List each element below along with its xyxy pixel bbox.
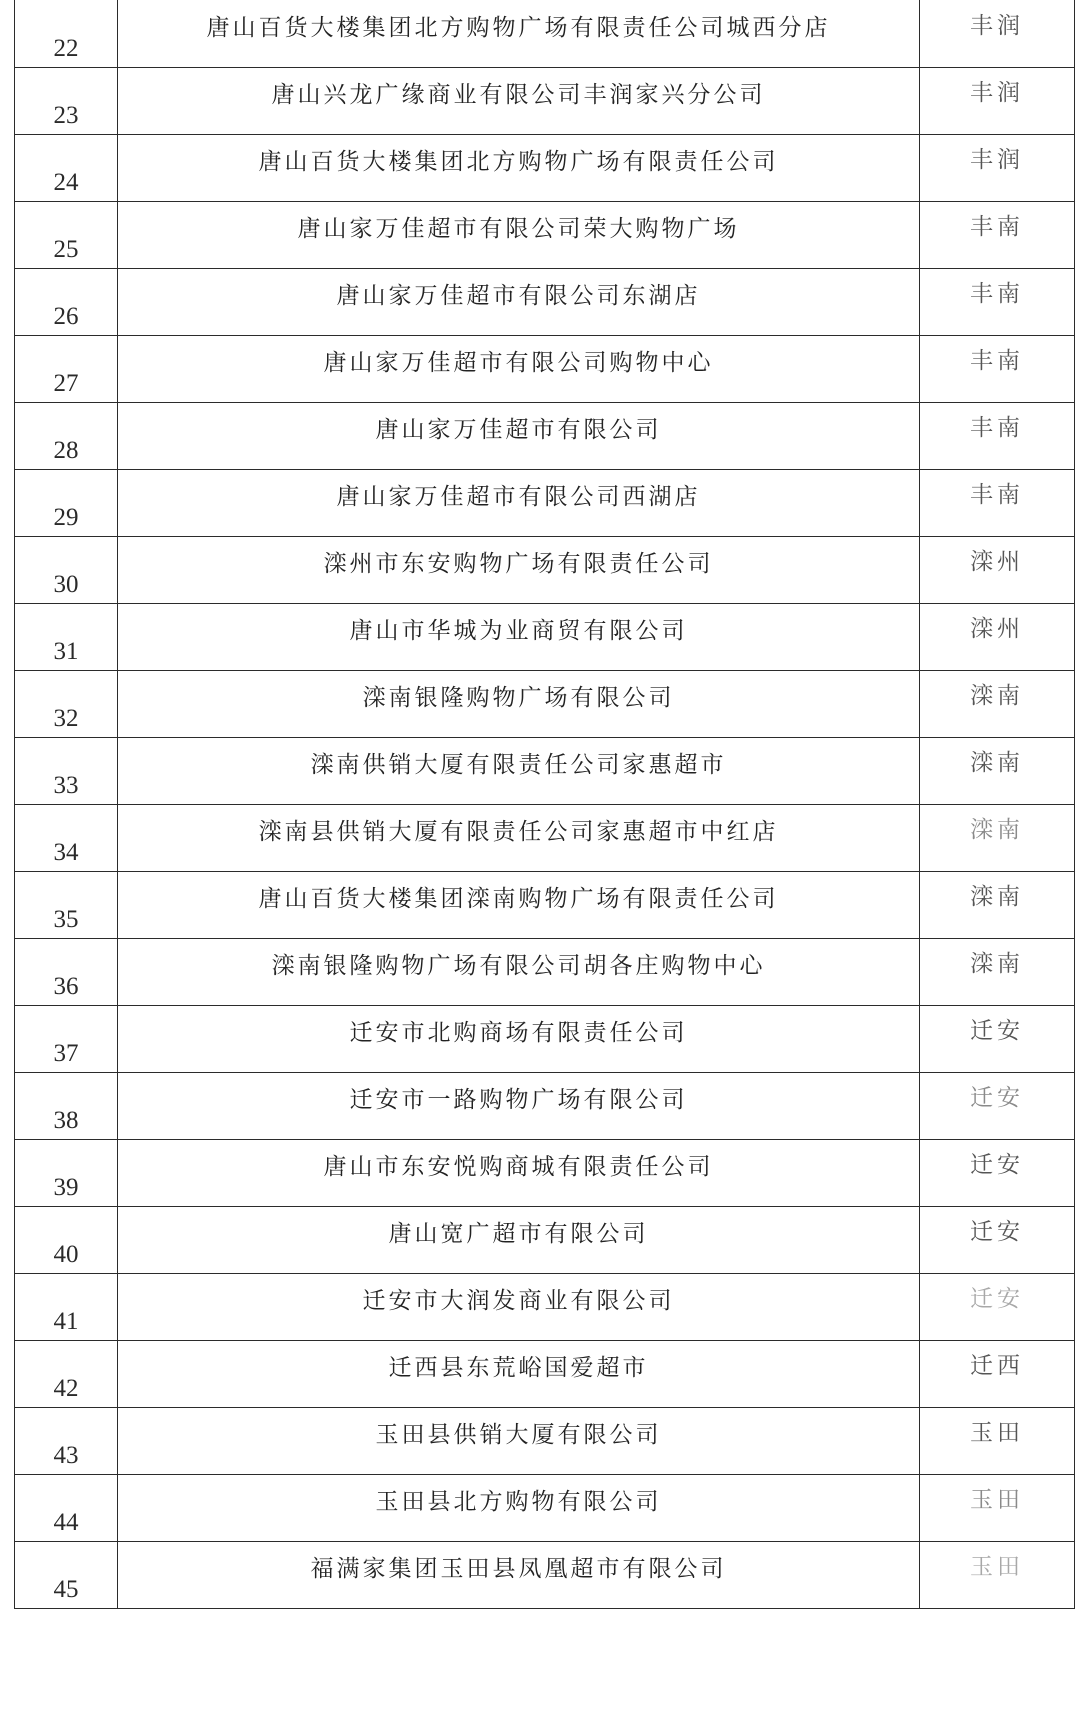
district-cell xyxy=(920,871,1075,938)
district: 丰南 xyxy=(970,415,1024,441)
district: 迁安 xyxy=(970,1018,1024,1044)
district-cell xyxy=(920,201,1075,268)
row-number: 38 xyxy=(15,1072,118,1139)
company-name-cell xyxy=(118,670,920,737)
row-number: 27 xyxy=(15,335,118,402)
row-number: 39 xyxy=(15,1139,118,1206)
company-name: 唐山百货大楼集团滦南购物广场有限责任公司 xyxy=(258,886,779,912)
district: 丰南 xyxy=(970,281,1024,307)
district-cell xyxy=(920,737,1075,804)
table-row xyxy=(15,1206,1075,1273)
district-cell xyxy=(920,536,1075,603)
district: 滦南 xyxy=(970,951,1024,977)
company-name: 迁安市大润发商业有限公司 xyxy=(362,1288,675,1314)
company-name: 唐山市东安悦购商城有限责任公司 xyxy=(323,1154,714,1180)
district: 玉田 xyxy=(970,1420,1024,1446)
district: 丰南 xyxy=(970,348,1024,374)
company-name: 唐山宽广超市有限公司 xyxy=(388,1221,649,1247)
district-cell xyxy=(920,469,1075,536)
table-row xyxy=(15,0,1075,67)
company-name: 滦南银隆购物广场有限公司 xyxy=(362,685,675,711)
store-list-table xyxy=(14,0,1075,1609)
row-number: 32 xyxy=(15,670,118,737)
district-cell xyxy=(920,402,1075,469)
company-name: 滦南银隆购物广场有限公司胡各庄购物中心 xyxy=(271,953,766,979)
company-name: 玉田县北方购物有限公司 xyxy=(375,1489,662,1515)
company-name: 迁安市一路购物广场有限公司 xyxy=(349,1087,688,1113)
company-name-cell xyxy=(118,134,920,201)
district: 滦州 xyxy=(970,616,1024,642)
company-name-cell xyxy=(118,402,920,469)
row-number: 24 xyxy=(15,134,118,201)
district: 滦南 xyxy=(970,884,1024,910)
company-name: 玉田县供销大厦有限公司 xyxy=(375,1422,662,1448)
row-number: 23 xyxy=(15,67,118,134)
district: 丰南 xyxy=(970,214,1024,240)
table-row xyxy=(15,469,1075,536)
company-name-cell xyxy=(118,1139,920,1206)
table-row xyxy=(15,1139,1075,1206)
row-number: 22 xyxy=(15,0,118,67)
company-name: 唐山家万佳超市有限公司购物中心 xyxy=(323,350,714,376)
row-number: 26 xyxy=(15,268,118,335)
row-number: 28 xyxy=(15,402,118,469)
district: 迁安 xyxy=(970,1286,1024,1312)
row-number: 35 xyxy=(15,871,118,938)
company-name: 唐山兴龙广缘商业有限公司丰润家兴分公司 xyxy=(271,82,766,108)
district-cell xyxy=(920,938,1075,1005)
company-name-cell xyxy=(118,737,920,804)
district: 滦南 xyxy=(970,750,1024,776)
row-number: 45 xyxy=(15,1541,118,1608)
company-name-cell xyxy=(118,1474,920,1541)
company-name: 迁西县东荒峪国爱超市 xyxy=(388,1355,649,1381)
district-cell xyxy=(920,1206,1075,1273)
company-name-cell xyxy=(118,1005,920,1072)
district: 丰润 xyxy=(970,12,1024,39)
table-row xyxy=(15,536,1075,603)
row-number: 44 xyxy=(15,1474,118,1541)
row-number: 33 xyxy=(15,737,118,804)
company-name-cell xyxy=(118,335,920,402)
company-name-cell xyxy=(118,201,920,268)
company-name-cell xyxy=(118,603,920,670)
table-row xyxy=(15,67,1075,134)
district: 滦南 xyxy=(970,683,1024,709)
company-name: 滦南供销大厦有限责任公司家惠超市 xyxy=(310,752,727,778)
district-cell xyxy=(920,1139,1075,1206)
district-cell xyxy=(920,1407,1075,1474)
row-number: 31 xyxy=(15,603,118,670)
table-row xyxy=(15,670,1075,737)
district: 玉田 xyxy=(970,1554,1024,1580)
row-number: 43 xyxy=(15,1407,118,1474)
company-name: 唐山百货大楼集团北方购物广场有限责任公司 xyxy=(258,149,779,175)
company-name-cell xyxy=(118,1273,920,1340)
district: 滦南 xyxy=(970,817,1024,843)
table-row xyxy=(15,737,1075,804)
table-row xyxy=(15,402,1075,469)
company-name-cell xyxy=(118,1541,920,1608)
row-number: 34 xyxy=(15,804,118,871)
table-row xyxy=(15,1005,1075,1072)
district: 丰润 xyxy=(970,80,1024,106)
company-name: 唐山家万佳超市有限公司荣大购物广场 xyxy=(297,216,740,242)
row-number: 36 xyxy=(15,938,118,1005)
district: 迁安 xyxy=(970,1152,1024,1178)
row-number: 25 xyxy=(15,201,118,268)
company-name-cell xyxy=(118,938,920,1005)
table-row xyxy=(15,603,1075,670)
row-number: 40 xyxy=(15,1206,118,1273)
store-list-body xyxy=(15,0,1075,1608)
table-row xyxy=(15,1072,1075,1139)
company-name: 唐山家万佳超市有限公司 xyxy=(375,417,662,443)
table-row xyxy=(15,804,1075,871)
district-cell xyxy=(920,0,1075,67)
district: 丰南 xyxy=(970,482,1024,508)
district-cell xyxy=(920,134,1075,201)
district-cell xyxy=(920,603,1075,670)
district-cell xyxy=(920,1273,1075,1340)
company-name: 滦南县供销大厦有限责任公司家惠超市中红店 xyxy=(258,819,779,845)
company-name: 唐山百货大楼集团北方购物广场有限责任公司城西分店 xyxy=(206,14,831,41)
company-name-cell xyxy=(118,268,920,335)
table-row xyxy=(15,871,1075,938)
table-row xyxy=(15,335,1075,402)
district: 迁安 xyxy=(970,1219,1024,1245)
table-row xyxy=(15,1340,1075,1407)
table-row xyxy=(15,201,1075,268)
company-name: 福满家集团玉田县凤凰超市有限公司 xyxy=(310,1556,727,1582)
company-name: 滦州市东安购物广场有限责任公司 xyxy=(323,551,714,577)
district-cell xyxy=(920,804,1075,871)
company-name-cell xyxy=(118,67,920,134)
company-name: 唐山市华城为业商贸有限公司 xyxy=(349,618,688,644)
district-cell xyxy=(920,67,1075,134)
row-number: 41 xyxy=(15,1273,118,1340)
company-name-cell xyxy=(118,1407,920,1474)
district-cell xyxy=(920,1340,1075,1407)
district: 丰润 xyxy=(970,147,1024,173)
district-cell xyxy=(920,1541,1075,1608)
company-name: 迁安市北购商场有限责任公司 xyxy=(349,1020,688,1046)
company-name-cell xyxy=(118,1072,920,1139)
row-number: 29 xyxy=(15,469,118,536)
district: 滦州 xyxy=(970,549,1024,575)
company-name-cell xyxy=(118,1206,920,1273)
company-name-cell xyxy=(118,871,920,938)
table-row xyxy=(15,938,1075,1005)
company-name-cell xyxy=(118,469,920,536)
district: 迁安 xyxy=(970,1085,1024,1111)
row-number: 30 xyxy=(15,536,118,603)
district-cell xyxy=(920,670,1075,737)
company-name: 唐山家万佳超市有限公司西湖店 xyxy=(336,484,701,510)
company-name-cell xyxy=(118,804,920,871)
table-row xyxy=(15,1474,1075,1541)
district-cell xyxy=(920,335,1075,402)
store-list-page xyxy=(14,0,1074,1705)
table-row xyxy=(15,268,1075,335)
district-cell xyxy=(920,268,1075,335)
district-cell xyxy=(920,1072,1075,1139)
table-row xyxy=(15,134,1075,201)
company-name-cell xyxy=(118,1340,920,1407)
row-number: 42 xyxy=(15,1340,118,1407)
table-row xyxy=(15,1541,1075,1608)
district-cell xyxy=(920,1005,1075,1072)
district-cell xyxy=(920,1474,1075,1541)
company-name: 唐山家万佳超市有限公司东湖店 xyxy=(336,283,701,309)
company-name-cell xyxy=(118,0,920,67)
table-row xyxy=(15,1273,1075,1340)
table-row xyxy=(15,1407,1075,1474)
company-name-cell xyxy=(118,536,920,603)
district: 迁西 xyxy=(970,1353,1024,1379)
district: 玉田 xyxy=(970,1487,1024,1513)
row-number: 37 xyxy=(15,1005,118,1072)
